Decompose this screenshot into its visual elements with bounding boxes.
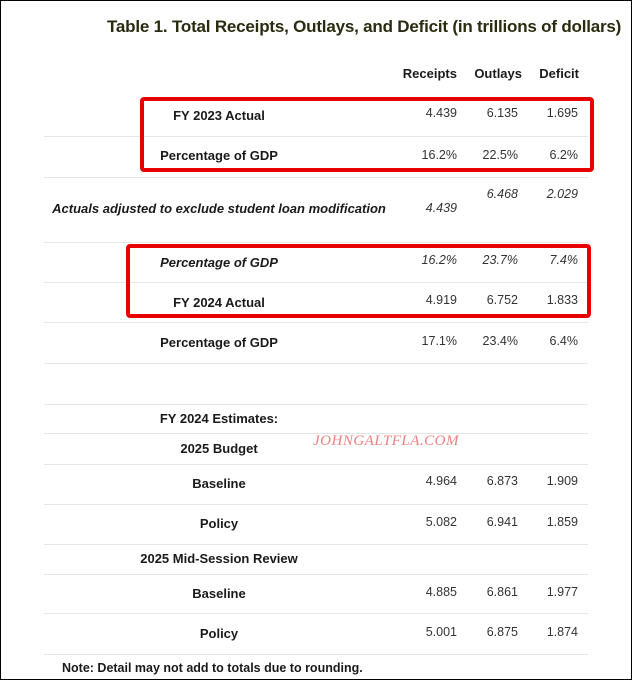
row-label: FY 2023 Actual: [173, 108, 265, 123]
table-note: Note: Detail may not add to totals due to rounding.: [62, 661, 363, 675]
row-label: Percentage of GDP: [160, 255, 278, 270]
cell-receipts: 4.439: [425, 201, 457, 215]
cell-outlays: 6.875: [486, 625, 518, 639]
cell-outlays: 23.4%: [482, 334, 518, 348]
row-divider: [44, 177, 588, 178]
cell-receipts: 16.2%: [421, 253, 457, 267]
highlight-box-fy2023: [140, 97, 594, 172]
column-header-outlays: Outlays: [474, 66, 522, 81]
cell-deficit: 1.833: [546, 293, 578, 307]
cell-deficit: 6.2%: [549, 148, 578, 162]
row-divider: [44, 363, 588, 364]
table-title: Table 1. Total Receipts, Outlays, and Deficit (in trillions of dollars): [107, 17, 622, 36]
watermark: JOHNGALTFLA.COM: [313, 433, 459, 449]
cell-deficit: 1.859: [546, 515, 578, 529]
cell-deficit: 1.695: [546, 106, 578, 120]
cell-outlays: 6.468: [486, 187, 518, 201]
row-divider: [44, 504, 588, 505]
cell-outlays: 6.941: [486, 515, 518, 529]
cell-deficit: 1.909: [546, 474, 578, 488]
row-label: Percentage of GDP: [160, 335, 278, 350]
row-label: 2025 Budget: [180, 441, 258, 456]
row-divider: [44, 613, 588, 614]
row-divider: [44, 544, 588, 545]
row-divider: [44, 404, 588, 405]
cell-outlays: 6.752: [486, 293, 518, 307]
row-divider: [44, 242, 588, 243]
row-divider: [44, 654, 588, 655]
cell-outlays: 23.7%: [482, 253, 518, 267]
row-label: FY 2024 Estimates:: [159, 411, 279, 426]
row-divider: [44, 574, 588, 575]
cell-receipts: 4.439: [425, 106, 457, 120]
row-label: Baseline: [192, 476, 246, 491]
cell-receipts: 5.082: [425, 515, 457, 529]
column-header-receipts: Receipts: [402, 66, 457, 81]
cell-deficit: 1.977: [546, 585, 578, 599]
row-label: FY 2024 Actual: [173, 295, 265, 310]
cell-deficit: 2.029: [546, 187, 578, 201]
column-header-deficit: Deficit: [539, 66, 579, 81]
row-label: Policy: [199, 516, 239, 531]
cell-outlays: 6.873: [486, 474, 518, 488]
cell-receipts: 17.1%: [421, 334, 457, 348]
row-label: Percentage of GDP: [160, 148, 278, 163]
highlight-box-fy2024: [126, 244, 591, 318]
cell-deficit: 7.4%: [549, 253, 578, 267]
cell-outlays: 6.861: [486, 585, 518, 599]
row-label: Policy: [199, 626, 239, 641]
cell-outlays: 6.135: [486, 106, 518, 120]
row-divider: [44, 322, 588, 323]
row-label: Actuals adjusted to exclude student loan modification: [52, 201, 386, 216]
cell-receipts: 16.2%: [421, 148, 457, 162]
row-divider: [44, 464, 588, 465]
cell-receipts: 4.964: [425, 474, 457, 488]
row-label: 2025 Mid-Session Review: [140, 551, 298, 566]
cell-receipts: 4.919: [425, 293, 457, 307]
cell-deficit: 1.874: [546, 625, 578, 639]
cell-receipts: 5.001: [425, 625, 457, 639]
cell-receipts: 4.885: [425, 585, 457, 599]
cell-deficit: 6.4%: [549, 334, 578, 348]
row-label: Baseline: [192, 586, 246, 601]
cell-outlays: 22.5%: [482, 148, 518, 162]
